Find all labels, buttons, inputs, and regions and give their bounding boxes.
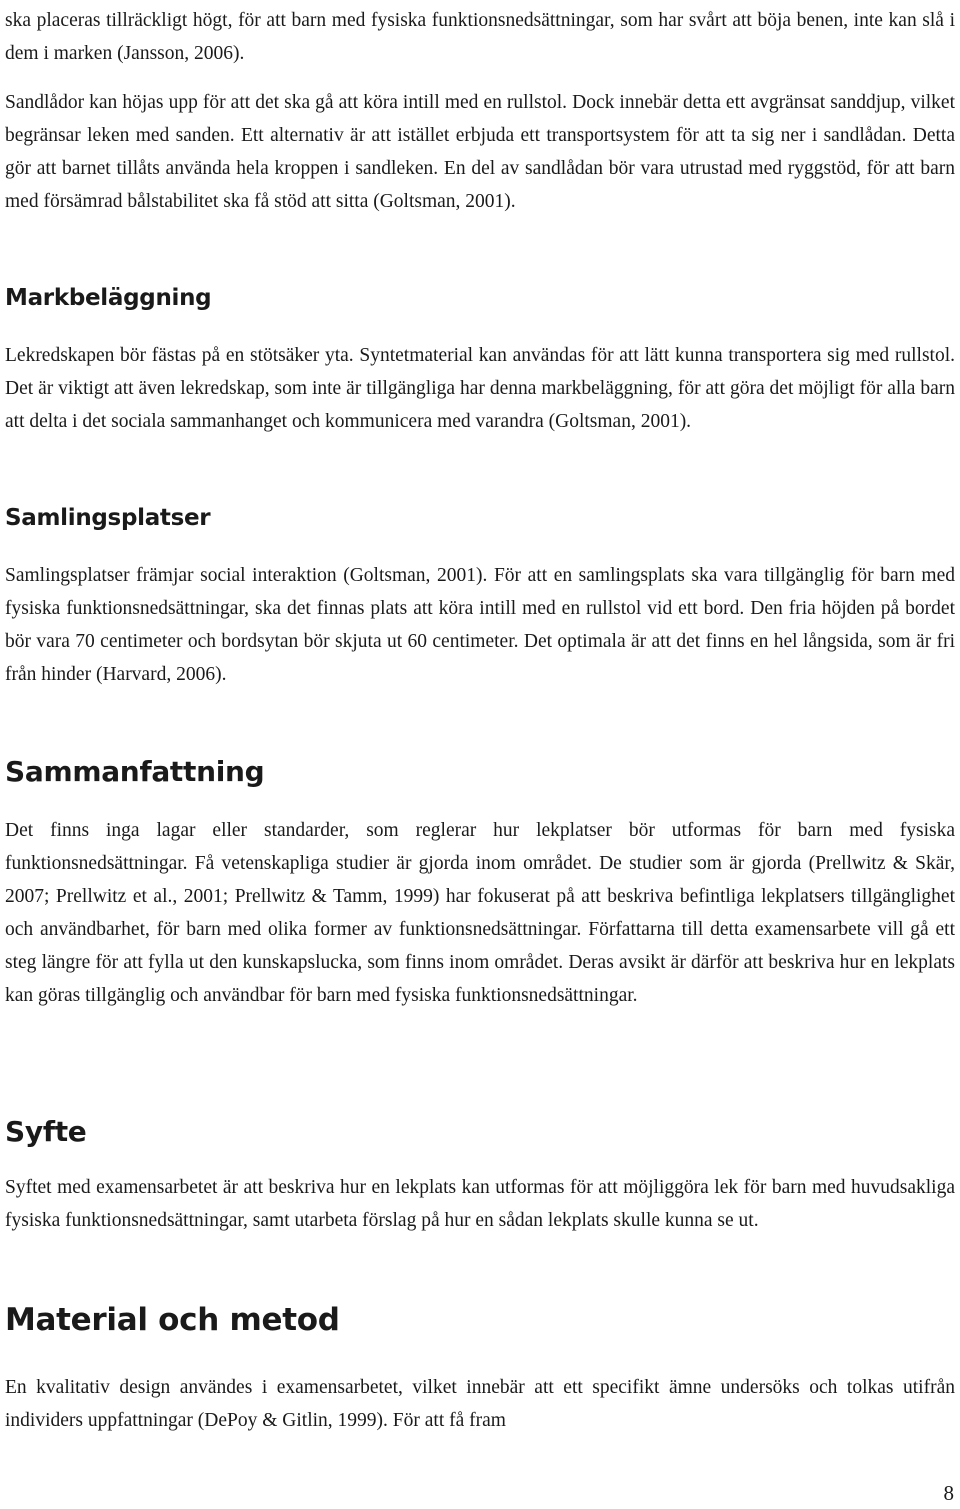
paragraph-markbelaggning: Lekredskapen bör fästas på en stötsäker yta. Syntetmaterial kan användas för att lätt kunna transportera sig med rullstol. Det är viktigt att även lekredskap, som inte är tillgängliga har denna markbeläggning, för att göra det möjligt för alla barn att delta i det sociala sammanhanget och kommunicera med varandra (Goltsman, 2001). [5,345,955,432]
paragraph-sandlador: Sandlådor kan höjas upp för att det ska gå att köra intill med en rullstol. Dock innebär detta ett avgränsat sanddjup, vilket begränsar leken med sanden. Ett alternativ är att istället erbjuda ett transportsystem för att ta sig ner i sandlådan. Detta gör att barnet tillåts använda hela kroppen i sandleken. En del av sandlådan bör vara utrustad med ryggstöd, för att barn med försämrad bålstabilitet ska få stöd att sitta (Goltsman, 2001). [5,92,955,212]
heading-material-och-metod: Material och metod [5,1302,340,1338]
paragraph-sammanfattning: Det finns inga lagar eller standarder, som reglerar hur lekplatser bör utformas för barn med fysiska funktionsnedsättningar. Få vetenskapliga studier är gjorda inom området. De studier som är gjorda (Prellwitz & Skär, 2007; Prellwitz et al., 2001; Prellwitz & Tamm, 1999) har fokuserat på att beskriva befintliga lekplatsers tillgänglighet och användbarhet, för barn med olika former av funktionsnedsättningar. Författarna till detta examensarbete vill gå ett steg längre för att fylla ut den kunskapslucka, som finns inom området. Deras avsikt är därför att beskriva hur en lekplats kan göras tillgänglig och användbar för barn med fysiska funktionsnedsättningar. [5,820,955,1006]
paragraph-material-och-metod: En kvalitativ design användes i examensarbetet, vilket innebär att ett specifikt ämne undersöks och tolkas utifrån individers uppfattningar (DePoy & Gitlin, 1999). För att få fram [5,1377,955,1431]
paragraph-samlingsplatser: Samlingsplatser främjar social interaktion (Goltsman, 2001). För att en samlingsplats ska vara tillgänglig för barn med fysiska funktionsnedsättningar, ska det finnas plats att köra intill med en rullstol vid ett bord. Den fria höjden på bordet bör vara 70 centimeter och bordsytan bör skjuta ut 60 centimeter. Det optimala är att det finns en hel långsida, som är fri från hinder (Harvard, 2006). [5,565,955,685]
heading-markbelaggning: Markbeläggning [5,285,212,311]
heading-samlingsplatser: Samlingsplatser [5,505,211,531]
paragraph-syfte: Syftet med examensarbetet är att beskriva hur en lekplats kan utformas för att möjliggöra lek för barn med huvudsakliga fysiska funktionsnedsättningar, samt utarbeta förslag på hur en sådan lekplats skulle kunna se ut. [5,1177,955,1231]
heading-syfte: Syfte [5,1115,87,1148]
page-number: 8 [943,1481,954,1505]
paragraph-intro: ska placeras tillräckligt högt, för att barn med fysiska funktionsnedsättningar, som har svårt att böja benen, inte kan slå i dem i marken (Jansson, 2006). [5,10,955,64]
heading-sammanfattning: Sammanfattning [5,755,265,788]
